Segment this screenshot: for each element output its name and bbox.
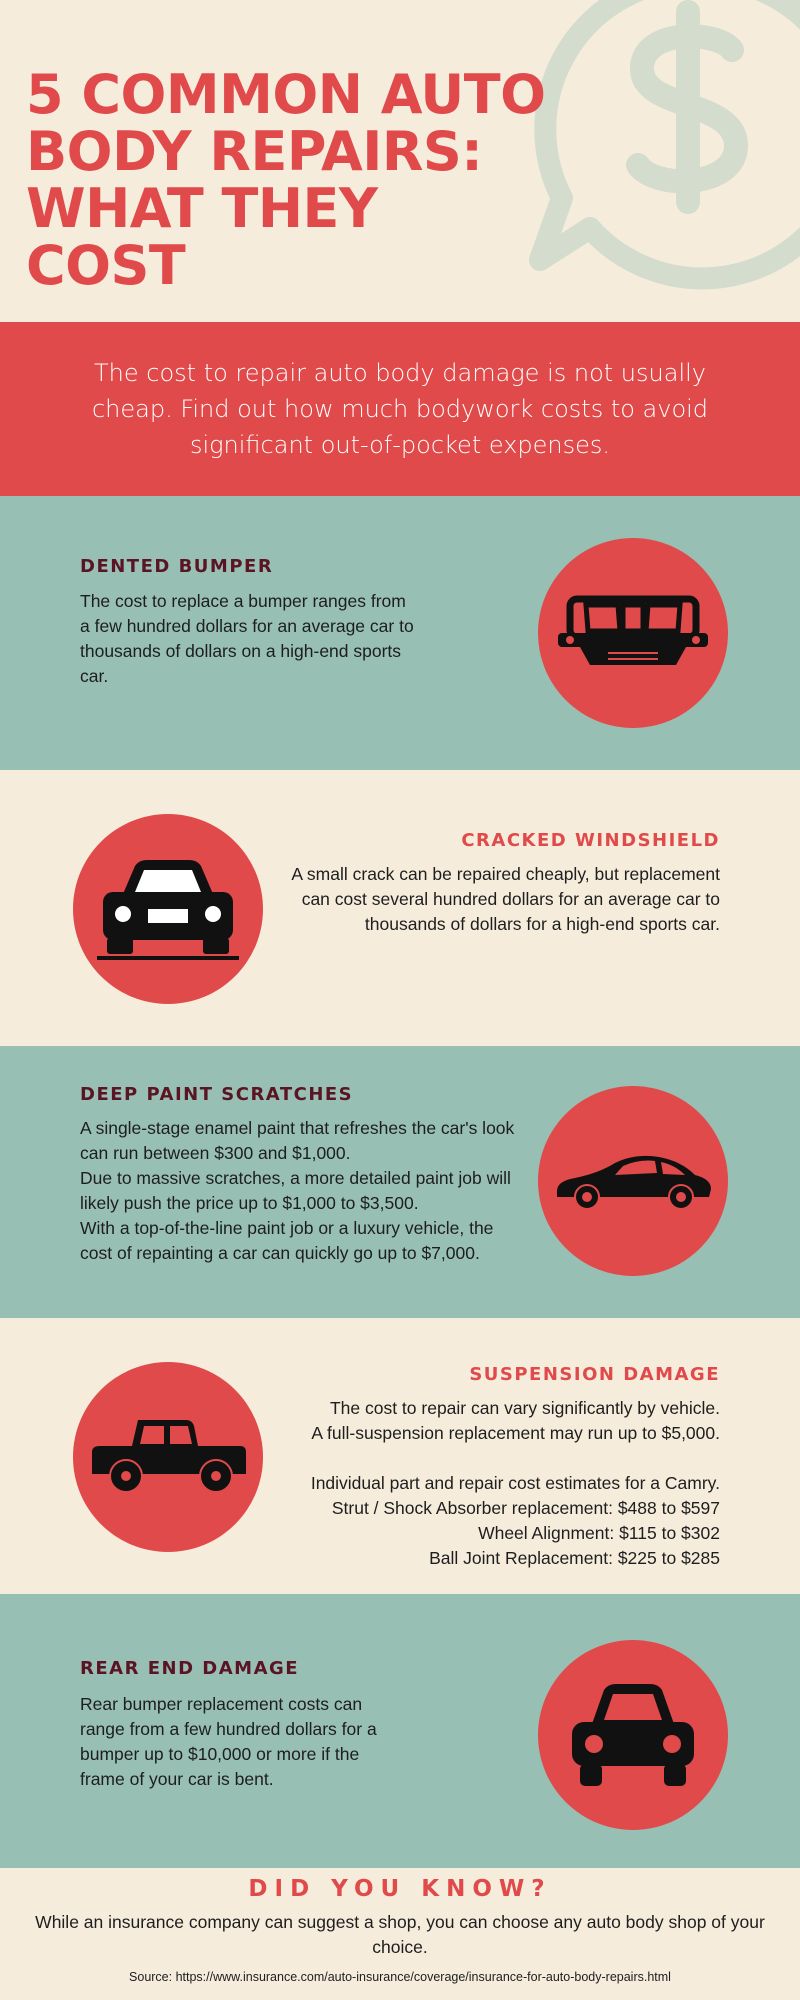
pickup-truck-icon — [88, 1412, 248, 1502]
page-title — [26, 63, 546, 297]
intro-text: The cost to repair auto body damage is not usually cheap. Find out how much bodywork costs to avoid significant out-of-pocket expenses. — [91, 359, 709, 459]
section-body: Rear bumper replacement costs can range from a few hundred dollars for a bumper up to $10,000 or more if the frame of your car is bent. — [80, 1694, 377, 1789]
icon-circle — [538, 1640, 728, 1830]
text-line: Ball Joint Replacement: $225 to $285 — [429, 1548, 720, 1568]
icon-circle — [538, 538, 728, 728]
section-body — [260, 1396, 720, 1571]
section-rear-end-damage — [0, 1594, 800, 1868]
did-you-know-footer — [0, 1868, 800, 2000]
section-heading: DEEP PAINT SCRATCHES — [80, 1084, 354, 1105]
section-heading: REAR END DAMAGE — [80, 1658, 300, 1679]
text-line: The cost to repair can vary significantly by vehicle. — [329, 1398, 720, 1418]
spacer — [260, 1446, 720, 1471]
car-rear-icon — [568, 1680, 698, 1790]
section-heading: CRACKED WINDSHIELD — [461, 830, 720, 851]
text-line: Wheel Alignment: $115 to $302 — [478, 1523, 720, 1543]
text-line: Due to massive scratches, a more detailed paint job will likely push the price up to $1,000 to $3,500. — [80, 1168, 511, 1213]
intro-band — [0, 322, 800, 496]
text-line: Individual part and repair cost estimates for a Camry. — [310, 1473, 720, 1493]
icon-circle — [73, 814, 263, 1004]
source-citation: Source: https://www.insurance.com/auto-insurance/coverage/insurance-for-auto-body-repairs.html — [129, 1970, 671, 1984]
car-front-icon — [93, 854, 243, 964]
icon-circle — [538, 1086, 728, 1276]
sports-car-icon — [553, 1151, 713, 1211]
title-line: BODY REPAIRS: — [26, 120, 483, 183]
did-you-know-heading: DID YOU KNOW? — [248, 1876, 552, 1902]
title-line: 5 COMMON AUTO — [26, 63, 546, 126]
bumper-icon — [558, 593, 708, 673]
icon-circle — [73, 1362, 263, 1552]
section-heading: SUSPENSION DAMAGE — [469, 1364, 720, 1385]
did-you-know-body: While an insurance company can suggest a shop, you can choose any auto body shop of your choice. — [35, 1912, 765, 1957]
section-suspension-damage — [0, 1318, 800, 1594]
section-heading: DENTED BUMPER — [80, 556, 274, 577]
section-cracked-windshield — [0, 770, 800, 1046]
section-deep-paint-scratches — [0, 1046, 800, 1318]
section-body: A small crack can be repaired cheaply, but replacement can cost several hundred dollars for an average car to thousands of dollars for a high-end sports car. — [291, 864, 720, 934]
text-line: A single-stage enamel paint that refreshes the car's look can run between $300 and $1,000. — [80, 1118, 515, 1163]
text-line: Strut / Shock Absorber replacement: $488 to $597 — [331, 1498, 720, 1518]
text-line: A full-suspension replacement may run up to $5,000. — [311, 1423, 720, 1443]
section-body: The cost to replace a bumper ranges from a few hundred dollars for an average car to thousands of dollars on a high-end sports car. — [80, 591, 414, 686]
title-line: WHAT THEY COST — [26, 177, 378, 297]
section-body — [80, 1116, 520, 1266]
section-dented-bumper — [0, 496, 800, 770]
text-line: With a top-of-the-line paint job or a luxury vehicle, the cost of repainting a car can quickly go up to $7,000. — [80, 1218, 494, 1263]
header — [0, 0, 800, 322]
